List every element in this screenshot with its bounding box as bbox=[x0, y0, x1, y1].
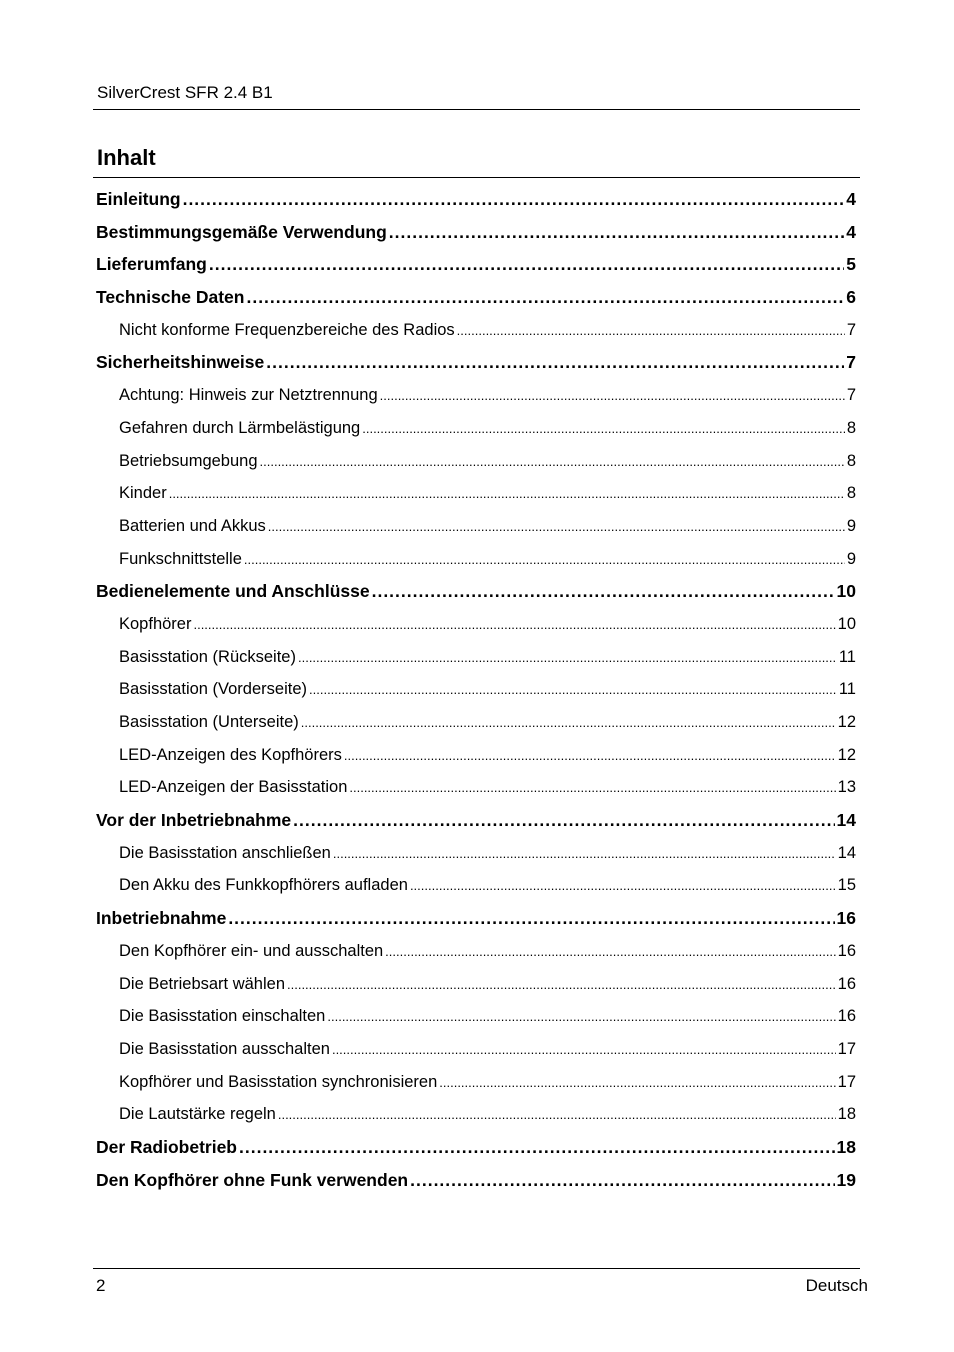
toc-entry-chapter[interactable] bbox=[96, 346, 856, 379]
toc-entry-chapter[interactable] bbox=[96, 281, 856, 314]
toc-entry-label: Kinder bbox=[119, 484, 167, 503]
toc-entry-page: 16 bbox=[837, 1007, 856, 1026]
toc-dot-leader bbox=[333, 837, 836, 870]
toc-entry-chapter[interactable] bbox=[96, 902, 856, 935]
toc-entry-page: 5 bbox=[846, 254, 856, 275]
footer-rule bbox=[93, 1268, 860, 1269]
toc-entry-label: Den Kopfhörer ohne Funk verwenden bbox=[96, 1169, 409, 1190]
toc-entry-section[interactable] bbox=[96, 968, 856, 1001]
toc-entry-section[interactable] bbox=[96, 673, 856, 706]
toc-entry-page: 10 bbox=[836, 581, 856, 602]
toc-dot-leader bbox=[385, 935, 835, 968]
toc-entry-section[interactable] bbox=[96, 477, 856, 510]
toc-entry-page: 8 bbox=[846, 484, 856, 503]
toc-entry-chapter[interactable] bbox=[96, 804, 856, 837]
toc-entry-label: LED-Anzeigen des Kopfhörers bbox=[119, 745, 342, 764]
toc-dot-leader bbox=[389, 216, 845, 249]
toc-entry-label: Kopfhörer und Basisstation synchronisieren bbox=[119, 1072, 438, 1091]
toc-entry-section[interactable] bbox=[96, 1098, 856, 1131]
toc-entry-label: Kopfhörer bbox=[119, 614, 192, 633]
toc-entry-label: Funkschnittstelle bbox=[119, 549, 242, 568]
toc-entry-label: Die Basisstation einschalten bbox=[119, 1007, 326, 1026]
toc-entry-label: Technische Daten bbox=[96, 287, 245, 308]
toc-dot-leader bbox=[380, 379, 845, 412]
toc-entry-label: Sicherheitshinweise bbox=[96, 352, 265, 373]
toc-entry-page: 12 bbox=[837, 745, 856, 764]
toc-entry-label: Die Lautstärke regeln bbox=[119, 1105, 276, 1124]
table-of-contents bbox=[96, 183, 856, 1196]
toc-entry-chapter[interactable] bbox=[96, 1164, 856, 1197]
toc-entry-page: 11 bbox=[838, 647, 856, 666]
toc-entry-page: 9 bbox=[846, 549, 856, 568]
toc-entry-label: Basisstation (Rückseite) bbox=[119, 647, 296, 666]
toc-dot-leader bbox=[228, 902, 834, 935]
toc-dot-leader bbox=[239, 1131, 835, 1164]
toc-entry-label: Vor der Inbetriebnahme bbox=[96, 810, 292, 831]
toc-dot-leader bbox=[278, 1098, 836, 1131]
toc-entry-section[interactable] bbox=[96, 510, 856, 543]
toc-entry-section[interactable] bbox=[96, 837, 856, 870]
toc-entry-chapter[interactable] bbox=[96, 248, 856, 281]
toc-dot-leader bbox=[362, 412, 845, 445]
toc-entry-chapter[interactable] bbox=[96, 1131, 856, 1164]
toc-entry-section[interactable] bbox=[96, 1000, 856, 1033]
toc-entry-section[interactable] bbox=[96, 935, 856, 968]
toc-entry-label: Bestimmungsgemäße Verwendung bbox=[96, 221, 387, 242]
toc-dot-leader bbox=[193, 608, 835, 641]
footer-language: Deutsch bbox=[805, 1276, 868, 1295]
toc-dot-leader bbox=[260, 445, 845, 478]
toc-entry-page: 18 bbox=[837, 1105, 856, 1124]
toc-dot-leader bbox=[301, 706, 836, 739]
toc-dot-leader bbox=[349, 771, 835, 804]
toc-dot-leader bbox=[298, 641, 837, 674]
running-header bbox=[93, 83, 860, 110]
toc-entry-label: Batterien und Akkus bbox=[119, 516, 266, 535]
product-name: SilverCrest SFR 2.4 B1 bbox=[97, 83, 273, 102]
toc-dot-leader bbox=[372, 575, 835, 608]
toc-entry-label: Die Basisstation anschließen bbox=[119, 843, 331, 862]
toc-entry-label: Einleitung bbox=[96, 189, 181, 209]
toc-dot-leader bbox=[209, 248, 844, 281]
page-title: Inhalt bbox=[97, 145, 156, 170]
toc-entry-page: 12 bbox=[837, 713, 856, 731]
toc-entry-label: Inbetriebnahme bbox=[96, 908, 227, 929]
toc-entry-section[interactable] bbox=[96, 706, 856, 739]
toc-entry-page: 6 bbox=[846, 287, 856, 308]
toc-entry-section[interactable] bbox=[96, 771, 856, 804]
toc-dot-leader bbox=[244, 543, 845, 576]
toc-entry-page: 10 bbox=[837, 614, 856, 633]
toc-entry-chapter[interactable] bbox=[96, 216, 856, 249]
toc-dot-leader bbox=[410, 1164, 834, 1197]
toc-entry-label: Bedienelemente und Anschlüsse bbox=[96, 581, 370, 602]
toc-entry-section[interactable] bbox=[96, 641, 856, 674]
toc-entry-page: 7 bbox=[846, 386, 856, 405]
toc-entry-label: Gefahren durch Lärmbelästigung bbox=[119, 418, 361, 437]
toc-entry-label: Achtung: Hinweis zur Netztrennung bbox=[119, 386, 378, 405]
toc-dot-leader bbox=[293, 804, 834, 837]
toc-entry-page: 7 bbox=[846, 320, 856, 339]
toc-entry-page: 16 bbox=[836, 908, 856, 929]
toc-entry-label: Basisstation (Vorderseite) bbox=[119, 680, 308, 699]
toc-entry-label: Den Akku des Funkkopfhörers aufladen bbox=[119, 876, 408, 895]
toc-dot-leader bbox=[344, 739, 836, 772]
toc-entry-section[interactable] bbox=[96, 314, 856, 347]
toc-entry-label: Die Betriebsart wählen bbox=[119, 974, 285, 993]
toc-entry-chapter[interactable] bbox=[96, 183, 856, 216]
toc-entry-page: 16 bbox=[837, 974, 856, 993]
toc-entry-page: 14 bbox=[837, 843, 856, 862]
toc-dot-leader bbox=[332, 1033, 836, 1066]
toc-entry-page: 9 bbox=[846, 516, 856, 535]
toc-entry-page: 4 bbox=[846, 189, 856, 209]
toc-entry-label: Die Basisstation ausschalten bbox=[119, 1039, 330, 1058]
toc-dot-leader bbox=[439, 1066, 835, 1099]
toc-entry-page: 7 bbox=[846, 352, 856, 373]
toc-entry-label: Lieferumfang bbox=[96, 254, 207, 275]
toc-entry-section[interactable] bbox=[96, 1066, 856, 1099]
toc-dot-leader bbox=[287, 968, 836, 1001]
toc-entry-page: 16 bbox=[837, 941, 856, 960]
toc-entry-page: 4 bbox=[846, 221, 856, 242]
toc-entry-section[interactable] bbox=[96, 543, 856, 576]
toc-dot-leader bbox=[266, 346, 844, 379]
toc-entry-page: 14 bbox=[836, 810, 856, 831]
toc-entry-section[interactable] bbox=[96, 412, 856, 445]
toc-entry-page: 17 bbox=[837, 1039, 856, 1058]
toc-entry-page: 17 bbox=[837, 1072, 856, 1091]
toc-entry-label: Basisstation (Unterseite) bbox=[119, 713, 299, 731]
toc-entry-section[interactable] bbox=[96, 379, 856, 412]
toc-dot-leader bbox=[327, 1000, 835, 1033]
toc-entry-label: Nicht konforme Frequenzbereiche des Radios bbox=[119, 320, 455, 339]
toc-entry-section[interactable] bbox=[96, 739, 856, 772]
toc-title-block bbox=[93, 145, 860, 178]
toc-dot-leader bbox=[457, 314, 845, 347]
toc-entry-label: Der Radiobetrieb bbox=[96, 1136, 237, 1157]
toc-dot-leader bbox=[183, 183, 845, 216]
footer-page-number: 2 bbox=[96, 1276, 106, 1295]
toc-dot-leader bbox=[169, 477, 845, 510]
toc-entry-page: 19 bbox=[836, 1169, 856, 1190]
toc-entry-page: 8 bbox=[846, 451, 856, 470]
toc-entry-page: 15 bbox=[837, 876, 856, 895]
toc-entry-page: 13 bbox=[837, 778, 856, 797]
toc-dot-leader bbox=[268, 510, 845, 543]
toc-entry-label: Betriebsumgebung bbox=[119, 451, 258, 470]
toc-entry-section[interactable] bbox=[96, 869, 856, 902]
toc-entry-section[interactable] bbox=[96, 1033, 856, 1066]
toc-dot-leader bbox=[410, 869, 836, 902]
toc-entry-label: LED-Anzeigen der Basisstation bbox=[119, 778, 348, 797]
toc-dot-leader bbox=[309, 673, 837, 706]
toc-entry-section[interactable] bbox=[96, 608, 856, 641]
toc-entry-page: 11 bbox=[838, 680, 856, 699]
toc-entry-page: 8 bbox=[846, 418, 856, 437]
toc-dot-leader bbox=[246, 281, 844, 314]
toc-entry-section[interactable] bbox=[96, 445, 856, 478]
toc-entry-label: Den Kopfhörer ein- und ausschalten bbox=[119, 941, 384, 960]
toc-entry-chapter[interactable] bbox=[96, 575, 856, 608]
toc-entry-page: 18 bbox=[836, 1136, 856, 1157]
